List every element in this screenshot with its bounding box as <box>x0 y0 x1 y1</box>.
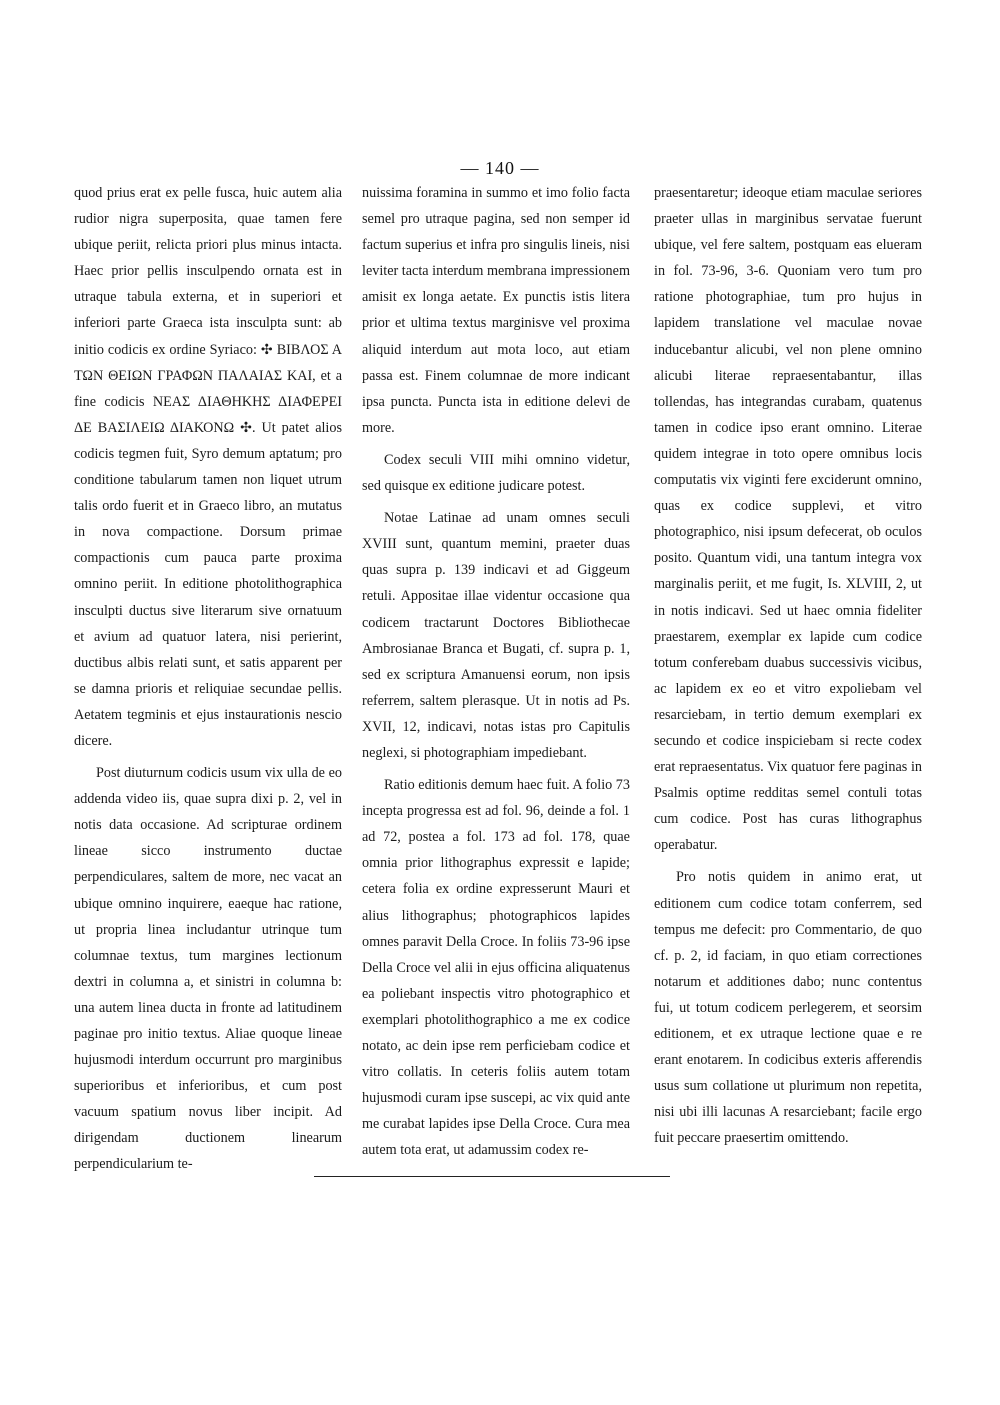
paragraph: Ratio editionis demum haec fuit. A folio 73 incepta progressa est ad fol. 96, deinde a fol. 1 ad 72, postea a fol. 173 ad fol. 178, quae omnia prior lithographus expressit e lapide; cetera folia ex ordine expresserunt Mauri et alius lithographus; photographicos lapides omnes paravit Della Croce. In foliis 73-96 ipse Della Croce vel alii in ejus officina aliquatenus ea poliebant inspectis vitro photographico et exemplari photolithographico a me ex codice notato, ac dein ipse rem perficiebam codice et vitro collatis. In ceteris foliis autem totam hujusmodi curam ipse suscepi, ac vix quid ante me curabat lapides ipse Della Croce. Cura mea autem tota erat, ut adamussim codex re- <box>362 777 630 1159</box>
text-column-middle <box>362 180 630 1163</box>
paragraph: quod prius erat ex pelle fusca, huic autem alia rudior nigra superposita, quae tamen fere ubique periit, relicta priori plus minus intacta. Haec prior pellis insculpendo ornata est in utraque tabula externa, et in superiori et inferiori parte Graeca ista insculpta sunt: ab initio codicis ex ordine Syriaco: ✣ ΒΙΒΛΟΣ Α ΤΩΝ ΘΕΙΩΝ ΓΡΑΦΩΝ ΠΑΛΑΙΑΣ ΚΑΙ, et a fine codicis ΝΕΑΣ ΔΙΑΘΗΚΗΣ ΔΙΑΦΕΡΕΙ ΔΕ ΒΑΣΙΛΕΙΩ ΔΙΑΚΟΝΩ ✣. Ut patet alios codicis tegmen fuit, Syro demum aptatum; pro conditione tabularum tamen non liquet utrum talis ordo fuerit et in Graeco libro, an mutatus in nova compactione. Dorsum primae compactionis cum pauca parte proxima omnino periit. In editione photolithographica insculpti ductus sive literarum sive ornatuum et avium ad quatuor latera, nisi perierint, ductibus albis relati sunt, et satis apparent per se damna prioris et reliquiae secundae pellis. Aetatem tegminis et ejus instaurationis nescio dicere. <box>74 185 342 749</box>
closing-rule <box>314 1176 670 1177</box>
text-column-left <box>74 180 342 1178</box>
paragraph: praesentaretur; ideoque etiam maculae seriores praeter ullas in marginibus servatae fuerunt ubique, vel fere saltem, postquam eas elueram in fol. 73-96, 3-6. Quoniam vero tum pro ratione photographiae, tum pro hujus in lapidem translatione vel maculae novae inducebantur alicubi, vel non plene omnino alicubi literae repraesentabantur, illas tollendas, has integrandas curabam, quatenus tamen in codice ipso erant omnino. Literae quidem integrae in toto opere omnibus locis computatis vix viginti fere exciderunt omnino, quas ex codice supplevi, et vitro photographico, nisi ipsum defecerat, ob oculos posito. Quantum vidi, una tantum integra vox marginalis periit, et me fugit, Is. XLVIII, 2, ut in notis indicavi. Sed ut haec omnia fideliter praestarem, exemplar ex lapide cum codice totum conferebam duabus successivis vicibus, ac lapidem ex eo et vitro expoliebam vel resarciebam, in tertio demum exemplari ex secundo et codice inspiciebam si recte codex erat repraesentatus. Vix quatuor fere paginas in Psalmis optime redditas semel contuli totas cum codice. Post has curas lithographus operabatur. <box>654 185 922 854</box>
paragraph: Notae Latinae ad unam omnes seculi XVIII sunt, quantum memini, praeter duas quas supra p. 139 indicavi et ad Giggeum retuli. Appositae illae videntur occasione qua codicem tractarunt Doctores Bibliothecae Ambrosianae Branca et Bugati, cf. supra p. 1, sed ex scriptura Amanuensi eorum, non ipsis referrem, saltem plerasque. Ut in notis ad Ps. XVII, 12, indicavi, notas istas pro Capitulis neglexi, si photographiam impediebant. <box>362 510 630 761</box>
paragraph: Post diuturnum codicis usum vix ulla de eo addenda video iis, quae supra dixi p. 2, vel in notis data occasione. Ad scripturae ordinem lineae sicco instrumento ductae perpendiculares, saltem de more, nec vacat an ubique omnino inquirere, eaeque hac ratione, ut propria linea includantur utrinque tum columnae textus, tum margines lectionum dextri in columna a, et sinistri in columna b: una autem linea ducta in fronte ad latitudinem paginae pro initio textus. Aliae quoque lineae hujusmodi interdum occurrunt pro marginibus superioribus et inferioribus, et cum post vacuum spatium novus liber incipit. Ad dirigendam ductionem linearum perpendicularium te- <box>74 765 342 1173</box>
text-column-right <box>654 180 922 1151</box>
paragraph: Pro notis quidem in animo erat, ut editionem cum codice totam conferrem, sed tempus me defecit: pro Commentario, de quo cf. p. 2, id faciam, in quo etiam correctiones notarum et additiones dabo; nunc contentus fui, ut totum codicem perlegerem, et seorsim editionem, et ex utraque lectione quae e re erant enotarem. In codicibus exteris afferendis usus sum collatione ut plurimum non repetita, nisi ubi illi lacunas A resarciebant; facile ergo fuit peccare praesertim omittendo. <box>654 869 922 1147</box>
paragraph: nuissima foramina in summo et imo folio facta semel pro utraque pagina, sed non semper id factum superius et infra pro singulis lineis, nisi leviter tacta interdum membrana impressionem amisit ex longa aetate. Ex punctis istis litera prior et ultima textus marginisve vel proxima aliquid interdum aut mota loco, aut etiam passa est. Finem columnae de more indicant ipsa puncta. Puncta ista in editione delevi de more. <box>362 185 630 436</box>
paragraph: Codex seculi VIII mihi omnino videtur, sed quisque ex editione judicare potest. <box>362 451 630 495</box>
page-number: — 140 — <box>460 158 540 178</box>
